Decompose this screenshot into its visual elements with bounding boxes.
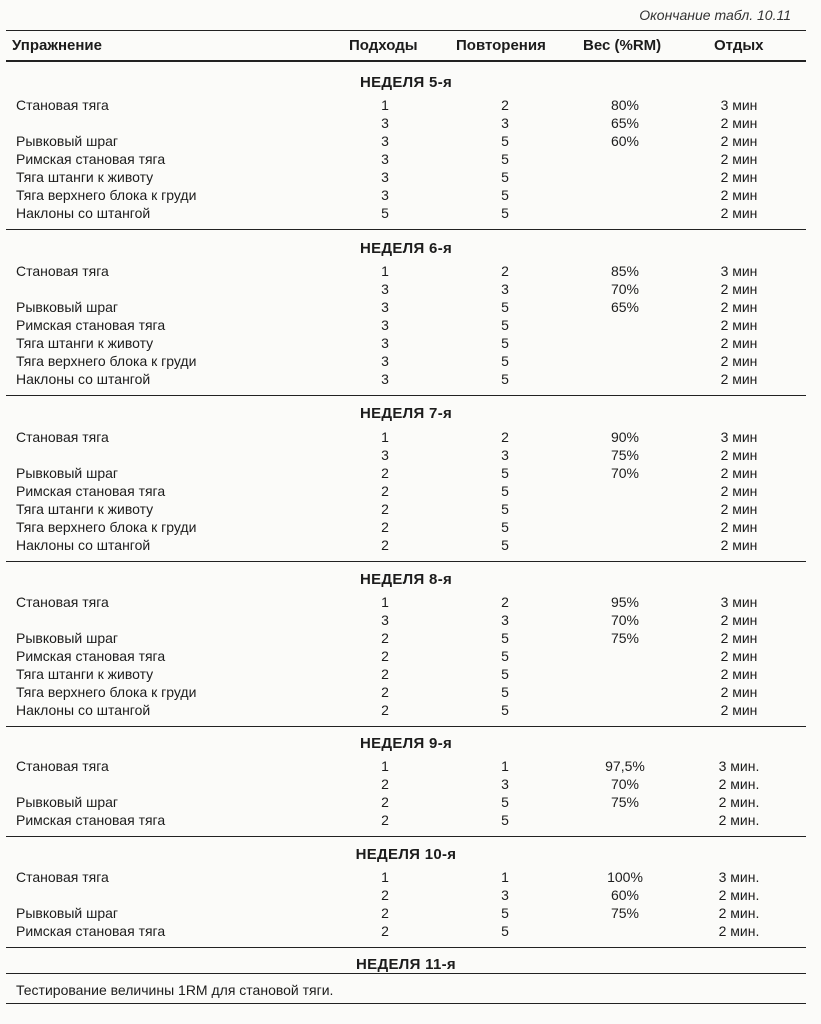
weight-value: 65% xyxy=(610,299,640,315)
reps-value: 3 xyxy=(501,776,509,792)
rest-value: 2 мин xyxy=(720,281,758,297)
table-row xyxy=(0,518,821,536)
exercise-name: Становая тяга xyxy=(16,594,109,610)
sets-value: 3 xyxy=(381,169,389,185)
reps-value: 3 xyxy=(501,612,509,628)
sets-value: 3 xyxy=(381,612,389,628)
sets-value: 2 xyxy=(381,465,389,481)
sets-value: 1 xyxy=(381,758,389,774)
table-row xyxy=(0,186,821,204)
sets-value: 3 xyxy=(381,115,389,131)
table-row xyxy=(0,114,821,132)
rest-value: 2 мин xyxy=(720,519,758,535)
rest-value: 2 мин xyxy=(720,115,758,131)
weight-value: 75% xyxy=(610,905,640,921)
rest-value: 2 мин xyxy=(720,612,758,628)
sets-value: 2 xyxy=(381,519,389,535)
table-row xyxy=(0,536,821,554)
section-rule xyxy=(6,726,806,727)
week-title: НЕДЕЛЯ 7-я xyxy=(359,405,453,422)
exercise-name: Римская становая тяга xyxy=(16,812,166,828)
exercise-name: Становая тяга xyxy=(16,97,109,113)
header-exercise: Упражнение xyxy=(12,37,102,54)
reps-value: 5 xyxy=(501,666,509,682)
exercise-name: Наклоны со штангой xyxy=(16,371,151,387)
table-row xyxy=(0,500,821,518)
exercise-name: Тяга верхнего блока к груди xyxy=(16,353,197,369)
weight-value: 65% xyxy=(610,115,640,131)
table-row xyxy=(0,701,821,719)
table-row xyxy=(0,683,821,701)
reps-value: 5 xyxy=(501,483,509,499)
sets-value: 2 xyxy=(381,483,389,499)
weight-value: 70% xyxy=(610,612,640,628)
rest-value: 2 мин xyxy=(720,371,758,387)
sets-value: 3 xyxy=(381,151,389,167)
sets-value: 3 xyxy=(381,133,389,149)
rest-value: 3 мин xyxy=(720,594,758,610)
exercise-name: Тяга штанги к животу xyxy=(16,335,154,351)
sets-value: 2 xyxy=(381,666,389,682)
exercise-name: Тяга верхнего блока к груди xyxy=(16,519,197,535)
reps-value: 1 xyxy=(501,758,509,774)
exercise-name: Тяга штанги к животу xyxy=(16,169,154,185)
sets-value: 2 xyxy=(381,702,389,718)
week-title: НЕДЕЛЯ 9-я xyxy=(359,735,453,752)
reps-value: 5 xyxy=(501,630,509,646)
sets-value: 5 xyxy=(381,205,389,221)
reps-value: 5 xyxy=(501,335,509,351)
reps-value: 5 xyxy=(501,169,509,185)
sets-value: 1 xyxy=(381,429,389,445)
weight-value: 70% xyxy=(610,281,640,297)
rest-value: 3 мин xyxy=(720,429,758,445)
exercise-name: Римская становая тяга xyxy=(16,317,166,333)
table-row xyxy=(0,464,821,482)
table-row xyxy=(0,370,821,388)
testing-note: Тестирование величины 1RM для становой тяги. xyxy=(16,982,334,998)
sets-value: 2 xyxy=(381,648,389,664)
sets-value: 2 xyxy=(381,794,389,810)
rest-value: 2 мин xyxy=(720,317,758,333)
weight-value: 95% xyxy=(610,594,640,610)
table-row xyxy=(0,316,821,334)
table-row xyxy=(0,593,821,611)
table-row xyxy=(0,868,821,886)
sets-value: 3 xyxy=(381,335,389,351)
weight-value: 80% xyxy=(610,97,640,113)
table-caption: Окончание табл. 10.11 xyxy=(639,7,791,23)
header-reps: Повторения xyxy=(456,37,546,54)
rest-value: 2 мин xyxy=(720,335,758,351)
rest-value: 2 мин xyxy=(720,151,758,167)
rest-value: 2 мин. xyxy=(718,923,760,939)
exercise-name: Наклоны со штангой xyxy=(16,702,151,718)
rest-value: 2 мин. xyxy=(718,905,760,921)
sets-value: 2 xyxy=(381,905,389,921)
sets-value: 3 xyxy=(381,187,389,203)
rest-value: 3 мин xyxy=(720,263,758,279)
section-rule xyxy=(6,561,806,562)
rest-value: 2 мин xyxy=(720,483,758,499)
sets-value: 3 xyxy=(381,317,389,333)
reps-value: 5 xyxy=(501,353,509,369)
reps-value: 5 xyxy=(501,794,509,810)
table-row xyxy=(0,168,821,186)
rest-value: 2 мин xyxy=(720,187,758,203)
section-rule xyxy=(6,947,806,948)
reps-value: 5 xyxy=(501,905,509,921)
sets-value: 3 xyxy=(381,353,389,369)
table-row xyxy=(0,904,821,922)
table-row xyxy=(0,665,821,683)
section-rule xyxy=(6,973,806,974)
rest-value: 2 мин. xyxy=(718,887,760,903)
weight-value: 70% xyxy=(610,465,640,481)
sets-value: 2 xyxy=(381,812,389,828)
weight-value: 75% xyxy=(610,794,640,810)
table-row xyxy=(0,629,821,647)
sets-value: 2 xyxy=(381,537,389,553)
section-rule xyxy=(6,395,806,396)
sets-value: 2 xyxy=(381,501,389,517)
reps-value: 2 xyxy=(501,263,509,279)
exercise-name: Наклоны со штангой xyxy=(16,205,151,221)
sets-value: 3 xyxy=(381,299,389,315)
rest-value: 2 мин. xyxy=(718,794,760,810)
week-title: НЕДЕЛЯ 10-я xyxy=(355,846,457,863)
rest-value: 2 мин xyxy=(720,501,758,517)
table-row xyxy=(0,428,821,446)
table-row xyxy=(0,150,821,168)
rest-value: 3 мин. xyxy=(718,758,760,774)
rest-value: 2 мин. xyxy=(718,812,760,828)
weight-value: 60% xyxy=(610,887,640,903)
table-row xyxy=(0,352,821,370)
exercise-name: Тяга штанги к животу xyxy=(16,666,154,682)
reps-value: 5 xyxy=(501,812,509,828)
reps-value: 5 xyxy=(501,519,509,535)
reps-value: 5 xyxy=(501,537,509,553)
reps-value: 5 xyxy=(501,317,509,333)
section-rule xyxy=(6,229,806,230)
table-row xyxy=(0,446,821,464)
rest-value: 3 мин. xyxy=(718,869,760,885)
rest-value: 3 мин xyxy=(720,97,758,113)
sets-value: 2 xyxy=(381,887,389,903)
table-row xyxy=(0,793,821,811)
reps-value: 5 xyxy=(501,187,509,203)
exercise-name: Римская становая тяга xyxy=(16,923,166,939)
reps-value: 5 xyxy=(501,299,509,315)
header-sets: Подходы xyxy=(349,37,418,54)
header-rule xyxy=(6,60,806,62)
rest-value: 2 мин xyxy=(720,205,758,221)
table-row xyxy=(0,482,821,500)
exercise-name: Римская становая тяга xyxy=(16,483,166,499)
reps-value: 5 xyxy=(501,684,509,700)
exercise-name: Римская становая тяга xyxy=(16,648,166,664)
rest-value: 2 мин xyxy=(720,630,758,646)
sets-value: 2 xyxy=(381,923,389,939)
weight-value: 90% xyxy=(610,429,640,445)
exercise-name: Наклоны со штангой xyxy=(16,537,151,553)
reps-value: 2 xyxy=(501,429,509,445)
sets-value: 1 xyxy=(381,263,389,279)
weight-value: 97,5% xyxy=(605,758,645,774)
header-rest: Отдых xyxy=(714,37,764,54)
rest-value: 2 мин xyxy=(720,169,758,185)
rest-value: 2 мин xyxy=(720,447,758,463)
rest-value: 2 мин. xyxy=(718,776,760,792)
table-row xyxy=(0,334,821,352)
week-title: НЕДЕЛЯ 6-я xyxy=(359,240,453,257)
rest-value: 2 мин xyxy=(720,465,758,481)
table-row xyxy=(0,775,821,793)
table-row xyxy=(0,811,821,829)
rest-value: 2 мин xyxy=(720,702,758,718)
table-row xyxy=(0,262,821,280)
reps-value: 5 xyxy=(501,702,509,718)
exercise-name: Рывковый шраг xyxy=(16,465,119,481)
sets-value: 2 xyxy=(381,684,389,700)
reps-value: 3 xyxy=(501,447,509,463)
table-row xyxy=(0,298,821,316)
sets-value: 3 xyxy=(381,281,389,297)
rest-value: 2 мин xyxy=(720,684,758,700)
reps-value: 5 xyxy=(501,923,509,939)
sets-value: 1 xyxy=(381,869,389,885)
rest-value: 2 мин xyxy=(720,299,758,315)
week-title: НЕДЕЛЯ 11-я xyxy=(356,956,456,973)
rest-value: 2 мин xyxy=(720,648,758,664)
exercise-name: Тяга верхнего блока к груди xyxy=(16,684,197,700)
reps-value: 3 xyxy=(501,281,509,297)
exercise-name: Римская становая тяга xyxy=(16,151,166,167)
section-rule xyxy=(6,836,806,837)
rest-value: 2 мин xyxy=(720,353,758,369)
weight-value: 100% xyxy=(607,869,643,885)
header-weight: Вес (%RM) xyxy=(583,37,662,54)
week-title: НЕДЕЛЯ 8-я xyxy=(359,571,453,588)
rest-value: 2 мин xyxy=(720,537,758,553)
exercise-name: Рывковый шраг xyxy=(16,630,119,646)
exercise-name: Рывковый шраг xyxy=(16,133,119,149)
reps-value: 5 xyxy=(501,205,509,221)
exercise-name: Становая тяга xyxy=(16,263,109,279)
reps-value: 3 xyxy=(501,887,509,903)
exercise-name: Становая тяга xyxy=(16,758,109,774)
top-rule xyxy=(6,30,806,31)
week-title: НЕДЕЛЯ 5-я xyxy=(359,74,453,91)
sets-value: 2 xyxy=(381,776,389,792)
exercise-name: Становая тяга xyxy=(16,429,109,445)
reps-value: 5 xyxy=(501,648,509,664)
table-row xyxy=(0,647,821,665)
reps-value: 1 xyxy=(501,869,509,885)
rest-value: 2 мин xyxy=(720,666,758,682)
exercise-name: Рывковый шраг xyxy=(16,299,119,315)
table-row xyxy=(0,132,821,150)
exercise-name: Рывковый шраг xyxy=(16,794,119,810)
reps-value: 2 xyxy=(501,97,509,113)
rest-value: 2 мин xyxy=(720,133,758,149)
sets-value: 1 xyxy=(381,594,389,610)
exercise-name: Тяга штанги к животу xyxy=(16,501,154,517)
reps-value: 5 xyxy=(501,501,509,517)
exercise-name: Рывковый шраг xyxy=(16,905,119,921)
sets-value: 1 xyxy=(381,97,389,113)
table-row xyxy=(0,922,821,940)
sets-value: 2 xyxy=(381,630,389,646)
bottom-rule xyxy=(6,1003,806,1004)
weight-value: 70% xyxy=(610,776,640,792)
sets-value: 3 xyxy=(381,371,389,387)
reps-value: 2 xyxy=(501,594,509,610)
reps-value: 5 xyxy=(501,371,509,387)
table-row xyxy=(0,96,821,114)
reps-value: 5 xyxy=(501,465,509,481)
reps-value: 5 xyxy=(501,151,509,167)
weight-value: 60% xyxy=(610,133,640,149)
sets-value: 3 xyxy=(381,447,389,463)
reps-value: 5 xyxy=(501,133,509,149)
exercise-name: Становая тяга xyxy=(16,869,109,885)
table-row xyxy=(0,204,821,222)
table-row xyxy=(0,757,821,775)
table-row xyxy=(0,280,821,298)
table-row xyxy=(0,886,821,904)
table-row xyxy=(0,611,821,629)
weight-value: 85% xyxy=(610,263,640,279)
reps-value: 3 xyxy=(501,115,509,131)
weight-value: 75% xyxy=(610,447,640,463)
exercise-name: Тяга верхнего блока к груди xyxy=(16,187,197,203)
weight-value: 75% xyxy=(610,630,640,646)
